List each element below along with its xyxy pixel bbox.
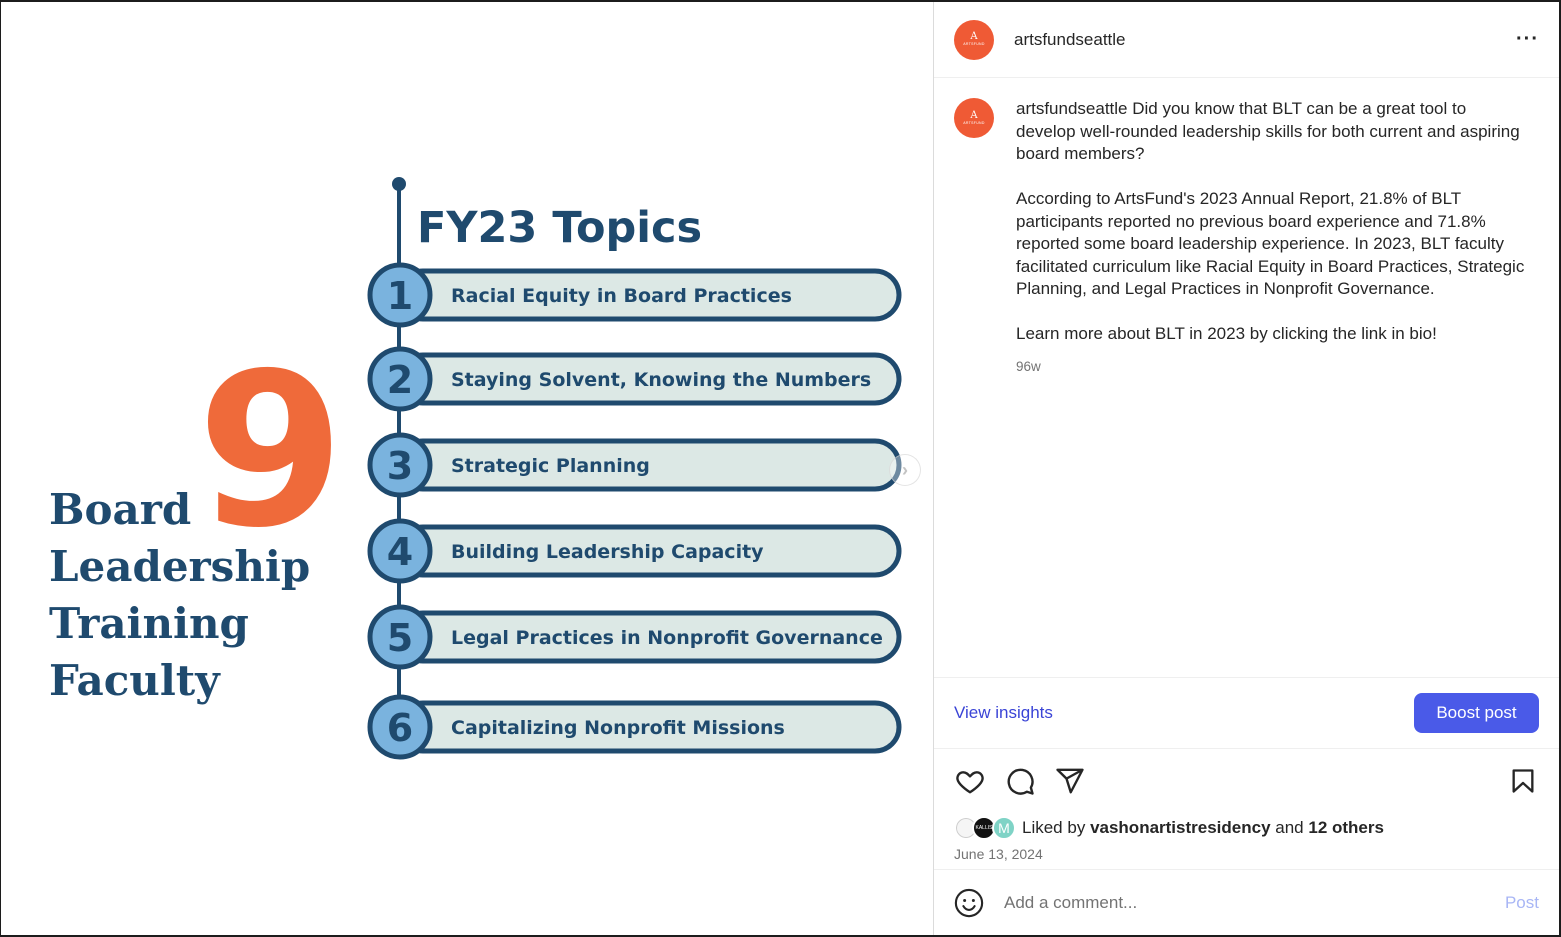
bookmark-icon[interactable] [1507, 765, 1539, 797]
view-insights-link[interactable]: View insights [954, 703, 1053, 722]
avatar[interactable] [954, 20, 994, 60]
caption-paragraph-3: Learn more about BLT in 2023 by clicking the link in bio! [1016, 324, 1437, 343]
chevron-right-icon: › [902, 460, 908, 480]
comment-input[interactable] [1004, 893, 1495, 913]
topic-number: 5 [386, 616, 414, 660]
title-line-leadership: Leadership [49, 542, 311, 591]
topics-title: FY23 Topics [417, 203, 703, 253]
topic-label: Capitalizing Nonprofit Missions [451, 717, 785, 739]
emoji-icon[interactable] [954, 888, 984, 918]
topic-item [370, 265, 899, 325]
topic-number: 1 [386, 274, 414, 318]
post-side-panel [933, 2, 1559, 935]
post-header [934, 2, 1559, 78]
next-image-button[interactable] [889, 454, 921, 486]
comment-bar [934, 869, 1559, 935]
action-bar [934, 749, 1559, 813]
liker-avatar: M [992, 816, 1016, 840]
topic-item [370, 521, 899, 581]
avatar-mark: A [970, 109, 978, 121]
heart-icon[interactable] [954, 765, 986, 797]
caption-intro [1016, 98, 1526, 166]
topic-number: 3 [386, 444, 414, 488]
topic-label: Building Leadership Capacity [451, 541, 764, 563]
topic-label: Strategic Planning [451, 455, 650, 477]
topic-number: 2 [386, 358, 414, 402]
avatar-text: ARTSFUND [963, 120, 985, 125]
liker-avatar: KALLIS [972, 816, 996, 840]
post-image [1, 2, 933, 935]
topic-label: Legal Practices in Nonprofit Governance [451, 627, 883, 649]
topic-label: Racial Equity in Board Practices [451, 285, 792, 307]
caption-avatar[interactable] [954, 98, 994, 138]
topics-list [370, 265, 899, 757]
share-icon[interactable] [1054, 765, 1086, 797]
caption-timestamp[interactable]: 96w [1016, 359, 1041, 374]
title-line-training: Training [49, 599, 249, 648]
username-link[interactable]: artsfundseattle [1014, 29, 1126, 49]
likes-row [934, 813, 1559, 843]
caption-username[interactable]: artsfundseattle [1016, 99, 1128, 118]
big-number-nine: 9 [197, 327, 345, 574]
avatar-mark: A [970, 31, 978, 42]
topic-item [370, 607, 899, 667]
post-comment-button[interactable]: Post [1504, 892, 1539, 912]
title-line-board: Board [49, 485, 192, 534]
topic-label: Staying Solvent, Knowing the Numbers [451, 369, 872, 391]
caption-section [934, 78, 1559, 677]
caption-intro-text: Did you know that BLT can be a great tool to develop well-rounded leadership skills for both current and aspiring board members? [1016, 99, 1520, 163]
caption-text [1016, 98, 1526, 677]
post-date[interactable]: June 13, 2024 [954, 846, 1043, 862]
topic-item [370, 435, 899, 495]
liked-by-and: and [1275, 818, 1304, 837]
topic-item [370, 697, 899, 757]
insights-row [934, 677, 1559, 749]
caption-paragraph-2: According to ArtsFund's 2023 Annual Report, 21.8% of BLT participants reported no previous board experience and 71.8% reported some board leadership experience. In 2023, BLT faculty facilitated curriculum like Racial Equity in Board Practices, Strategic Planning, and Legal Practices in Nonprofit Governance. [1016, 189, 1525, 298]
title-line-faculty: Faculty [49, 656, 220, 705]
timeline-dot [392, 177, 406, 191]
liked-by-user-link[interactable]: vashonartistresidency [1090, 818, 1271, 837]
topic-item [370, 349, 899, 409]
liked-by-label: Liked by [1022, 818, 1086, 837]
avatar-text: ARTSFUND [963, 42, 985, 46]
topic-number: 4 [386, 530, 414, 574]
boost-post-button[interactable]: Boost post [1414, 693, 1539, 733]
comment-icon[interactable] [1004, 765, 1036, 797]
topic-number: 6 [386, 706, 414, 750]
post-dialog [1, 2, 1559, 935]
infographic [1, 2, 933, 935]
liked-by-others-link[interactable]: 12 others [1308, 818, 1384, 837]
liker-avatars[interactable] [954, 815, 1018, 841]
more-horizontal-icon[interactable]: ··· [1516, 28, 1539, 50]
